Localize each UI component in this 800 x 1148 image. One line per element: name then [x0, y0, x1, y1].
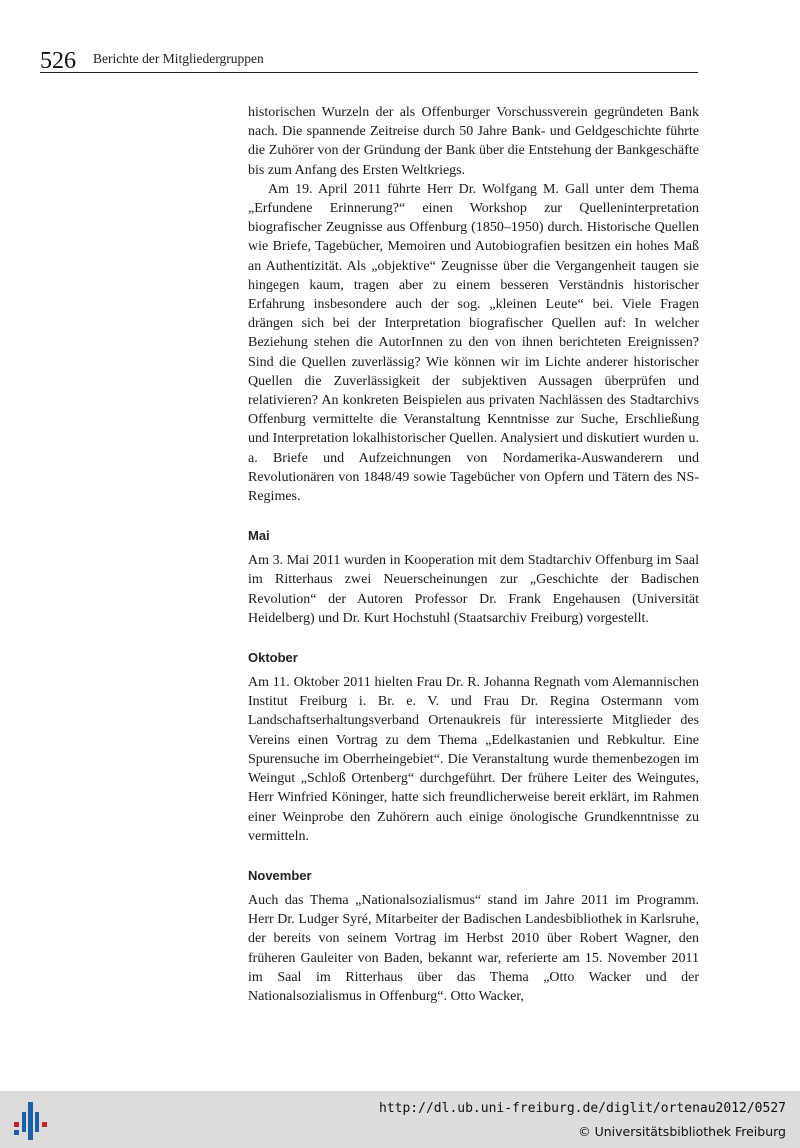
section-heading-mai: Mai — [248, 528, 270, 544]
footer-bar — [0, 1091, 800, 1148]
footer-copyright: © Universitätsbibliothek Freiburg — [578, 1124, 786, 1139]
ub-freiburg-logo-icon[interactable] — [10, 1100, 52, 1142]
paragraph-oktober: Am 11. Oktober 2011 hielten Frau Dr. R. Johanna Regnath vom Alemannischen Institut Freiburg i. Br. e. V. und Frau Dr. Regina Ostermann vom Landschaftserhaltungsverband Ortenaukreis für interessierte Mitglieder des Vereins einen Vortrag zu dem Thema „Edelkastanien und Rebkultur. Eine Spurensuche im Oberrheingebiet“. Die Veranstaltung wurde themenbezogen im Weingut „Schloß Ortenberg“ durchgeführt. Der frühere Leiter des Weingutes, Herr Winfried Köninger, hatte sich freundlicherweise bereit erklärt, im Rahmen einer Weinprobe den Zuhörern auch einige önologische Grundkenntnisse zu vermitteln. — [248, 675, 699, 844]
section-heading-november: November — [248, 867, 312, 883]
footer-url-link[interactable]: http://dl.ub.uni-freiburg.de/diglit/ortenau2012/0527 — [379, 1101, 786, 1116]
paragraph-1: historischen Wurzeln der als Offenburger Vorschussverein gegründeten Bank nach. Die spannende Zeitreise durch 50 Jahre Bank- und Geldgeschichte führte die Zuhörer von der Gründung der Bank über die Entstehung der Bankgeschäfte bis zum Anfang des Ersten Weltkriegs. — [248, 105, 699, 178]
paragraph-mai: Am 3. Mai 2011 wurden in Kooperation mit dem Stadtarchiv Offenburg im Saal im Ritterhaus zwei Neuerscheinungen zur „Geschichte der Badischen Revolution“ der Autoren Professor Dr. Frank Engehausen (Universität Heidelberg) und Dr. Kurt Hochstuhl (Staatsarchiv Freiburg) vorgestellt. — [248, 553, 699, 626]
running-head: Berichte der Mitgliedergruppen — [93, 51, 264, 66]
paragraph-2: Am 19. April 2011 führte Herr Dr. Wolfgang M. Gall unter dem Thema „Erfundene Erinnerung?“ einen Workshop zur Quelleninterpretation biografischer Zeugnisse aus Offenburg (1850–1950) durch. Historische Quellen wie Briefe, Tagebücher, Memoiren und Autobiografien besitzen ein hohes Maß an Authentizität. Als „objektive“ Zeugnisse über die Vergangenheit taugen sie hingegen kaum, tragen aber zu einem besseren Verständnis historischer Erfahrung insbesondere auch der sog. „kleinen Leute“ bei. Viele Fragen drängen sich bei der Interpretation biografischer Quellen auf: In welcher Beziehung stehen die AutorInnen zu den von ihnen berichteten Ereignissen? Sind die Quellen zuverlässig? Wie können wir im Lichte anderer historischer Quellen die Zuverlässigkeit der subjektiven Aussagen überprüfen und relativieren? An konkreten Beispielen aus privaten Nachlässen des Stadtarchivs Offenburg vermittelte die Veranstaltung Kenntnisse zur Suche, Erschließung und Interpretation lokalhistorischer Quellen. Analysiert und diskutiert wurden u. a. Briefe und Aufzeichnungen von Nordamerika-Auswanderern und Revolutionären von 1848/49 sowie Tagebücher von Opfern und Tätern des NS-Regimes. — [248, 181, 699, 505]
page-header — [40, 48, 698, 73]
section-heading-oktober: Oktober — [248, 650, 298, 666]
body-text — [248, 103, 699, 1006]
page-number: 526 — [40, 48, 76, 74]
paragraph-november: Auch das Thema „Nationalsozialismus“ stand im Jahre 2011 im Programm. Herr Dr. Ludger Syré, Mitarbeiter der Badischen Landesbibliothek in Karlsruhe, der bereits von seinem Vortrag im Herbst 2010 über Robert Wagner, den früheren Gauleiter von Baden, bekannt war, referierte am 15. November 2011 im Saal im Ritterhaus über das Thema „Otto Wacker und der Nationalsozialismus in Offenburg“. Otto Wacker, — [248, 892, 699, 1004]
